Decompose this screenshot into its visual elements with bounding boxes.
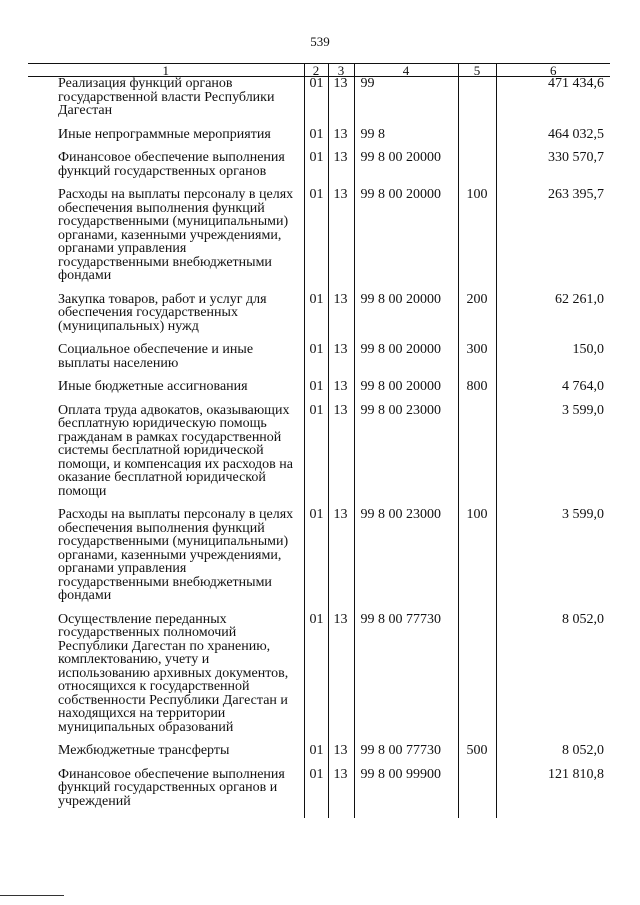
cell-col-2: 01	[304, 343, 328, 370]
cell-col-5	[458, 77, 496, 118]
cell-col-5: 300	[458, 343, 496, 370]
cell-col-3: 13	[328, 768, 354, 809]
cell-col-4: 99 8 00 20000	[354, 343, 458, 370]
cell-col-2: 01	[304, 293, 328, 334]
row-name: Расходы на выплаты персоналу в целях обеспечения выполнения функций государственными (муниципальными) органами, казенными учреждениями, органами управления государственными внебюджетными фондами	[28, 188, 304, 283]
cell-col-4: 99 8 00 20000	[354, 188, 458, 283]
row-spacer	[28, 603, 610, 613]
cell-col-6: 150,0	[496, 343, 610, 370]
cell-col-6: 121 810,8	[496, 768, 610, 809]
row-name: Социальное обеспечение и иные выплаты населению	[28, 343, 304, 370]
cell-col-3: 13	[328, 293, 354, 334]
cell-col-4: 99 8 00 20000	[354, 293, 458, 334]
row-spacer	[28, 758, 610, 768]
cell-col-5	[458, 151, 496, 178]
table-row	[28, 343, 610, 370]
cell-col-6: 8 052,0	[496, 613, 610, 735]
table-row	[28, 768, 610, 809]
cell-col-6: 3 599,0	[496, 508, 610, 603]
cell-col-4: 99 8 00 23000	[354, 404, 458, 499]
cell-col-6: 464 032,5	[496, 128, 610, 142]
cell-col-3: 13	[328, 128, 354, 142]
row-name: Межбюджетные трансферты	[28, 744, 304, 758]
cell-col-6: 330 570,7	[496, 151, 610, 178]
row-name: Иные бюджетные ассигнования	[28, 380, 304, 394]
cell-col-4: 99	[354, 77, 458, 118]
cell-col-5	[458, 128, 496, 142]
cell-col-3: 13	[328, 188, 354, 283]
cell-col-3: 13	[328, 77, 354, 118]
cell-col-2: 01	[304, 744, 328, 758]
table-header-row	[28, 64, 610, 77]
row-spacer	[28, 808, 610, 818]
row-name: Иные непрограммные мероприятия	[28, 128, 304, 142]
table-row	[28, 613, 610, 735]
cell-col-3: 13	[328, 744, 354, 758]
row-name: Финансовое обеспечение выполнения функций государственных органов и учреждений	[28, 768, 304, 809]
cell-col-5	[458, 404, 496, 499]
table-row	[28, 151, 610, 178]
cell-col-4: 99 8 00 77730	[354, 613, 458, 735]
column-header-6: 6	[496, 64, 610, 77]
cell-col-3: 13	[328, 404, 354, 499]
cell-col-5: 100	[458, 188, 496, 283]
cell-col-6: 62 261,0	[496, 293, 610, 334]
cell-col-2: 01	[304, 151, 328, 178]
table-body	[28, 77, 610, 819]
cell-col-2: 01	[304, 128, 328, 142]
table-row	[28, 128, 610, 142]
row-name: Реализация функций органов государственной власти Республики Дагестан	[28, 77, 304, 118]
column-header-4: 4	[354, 64, 458, 77]
row-name: Осуществление переданных государственных полномочий Республики Дагестан по хранению, комплектованию, учету и использованию архивных документов, относящихся к государственной собственности Республики Дагестан и находящихся на территории муниципальных образований	[28, 613, 304, 735]
row-name: Оплата труда адвокатов, оказывающих бесплатную юридическую помощь гражданам в рамках государственной системы бесплатной юридической помощи, и компенсация их расходов на оказание бесплатной юридической помощи	[28, 404, 304, 499]
table-row	[28, 380, 610, 394]
cell-col-5: 100	[458, 508, 496, 603]
cell-col-6: 3 599,0	[496, 404, 610, 499]
cell-col-3: 13	[328, 151, 354, 178]
row-spacer	[28, 283, 610, 293]
cell-col-3: 13	[328, 343, 354, 370]
cell-col-3: 13	[328, 508, 354, 603]
table-row	[28, 293, 610, 334]
table-row	[28, 508, 610, 603]
column-header-5: 5	[458, 64, 496, 77]
cell-col-4: 99 8	[354, 128, 458, 142]
cell-col-2: 01	[304, 613, 328, 735]
column-header-2: 2	[304, 64, 328, 77]
cell-col-2: 01	[304, 188, 328, 283]
cell-col-5: 500	[458, 744, 496, 758]
cell-col-5	[458, 613, 496, 735]
column-header-3: 3	[328, 64, 354, 77]
row-spacer	[28, 118, 610, 128]
cell-col-4: 99 8 00 20000	[354, 151, 458, 178]
row-name: Закупка товаров, работ и услуг для обеспечения государственных (муниципальных) нужд	[28, 293, 304, 334]
cell-col-4: 99 8 00 77730	[354, 744, 458, 758]
row-spacer	[28, 394, 610, 404]
cell-col-6: 4 764,0	[496, 380, 610, 394]
row-name: Финансовое обеспечение выполнения функций государственных органов	[28, 151, 304, 178]
cell-col-3: 13	[328, 380, 354, 394]
table-row	[28, 77, 610, 118]
cell-col-4: 99 8 00 23000	[354, 508, 458, 603]
cell-col-2: 01	[304, 77, 328, 118]
budget-table	[28, 63, 610, 818]
cell-col-3: 13	[328, 613, 354, 735]
footer-rule	[0, 895, 64, 896]
cell-col-6: 263 395,7	[496, 188, 610, 283]
cell-col-4: 99 8 00 20000	[354, 380, 458, 394]
column-header-1: 1	[28, 64, 304, 77]
table-row	[28, 744, 610, 758]
table-row	[28, 188, 610, 283]
cell-col-2: 01	[304, 768, 328, 809]
cell-col-4: 99 8 00 99900	[354, 768, 458, 809]
page-number: 539	[310, 34, 330, 49]
cell-col-2: 01	[304, 508, 328, 603]
cell-col-5: 800	[458, 380, 496, 394]
cell-col-2: 01	[304, 380, 328, 394]
cell-col-2: 01	[304, 404, 328, 499]
cell-col-6: 471 434,6	[496, 77, 610, 118]
cell-col-6: 8 052,0	[496, 744, 610, 758]
table-row	[28, 404, 610, 499]
cell-col-5	[458, 768, 496, 809]
row-name: Расходы на выплаты персоналу в целях обеспечения выполнения функций государственными (муниципальными) органами, казенными учреждениями, органами управления государственными внебюджетными фондами	[28, 508, 304, 603]
cell-col-5: 200	[458, 293, 496, 334]
